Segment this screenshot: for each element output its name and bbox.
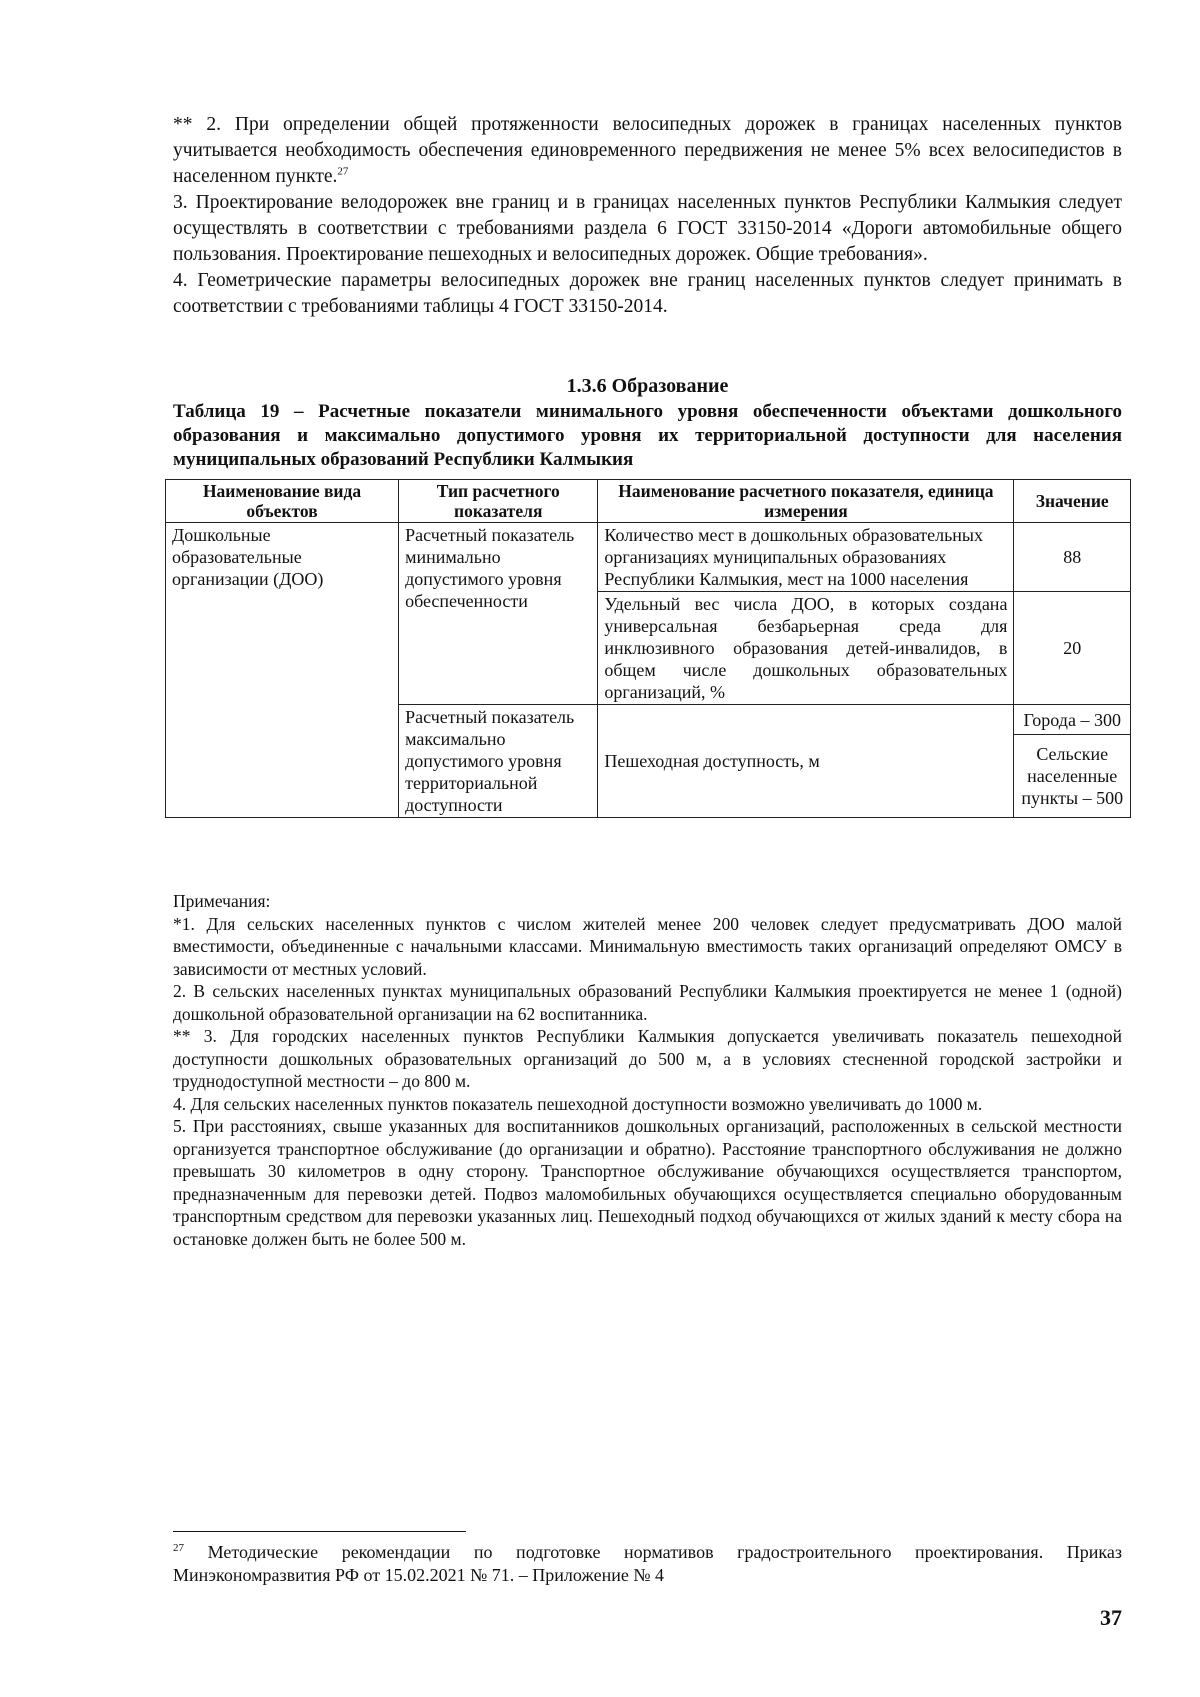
- note-item: 2. В сельских населенных пунктах муниципальных образований Республики Калмыкия проектируется не менее 1 (одной) дошкольной образовательной организации на 62 воспитанника.: [173, 981, 1122, 1024]
- header-object-type: Наименование вида объектов: [166, 480, 399, 523]
- header-indicator-name: Наименование расчетного показателя, единица измерения: [598, 480, 1014, 523]
- footnote-text: Методические рекомендации по подготовке нормативов градостроительного проектирования. Приказ Минэкономразвития РФ от 15.02.2021 № 71. – Приложение № 4: [173, 1542, 1122, 1585]
- cell-indicator-share: Удельный вес числа ДОО, в которых создана универсальная безбарьерная среда для инклюзивного образования детей-инвалидов, в общем числе дошкольных образовательных организаций, %: [598, 592, 1014, 705]
- footnote-number: 27: [173, 1542, 184, 1554]
- table-row: [166, 523, 1131, 592]
- table-caption: Таблица 19 – Расчетные показатели минимального уровня обеспеченности объектами дошкольного образования и максимально допустимого уровня их территориальной доступности для населения муниципальных образований Республики Калмыкия: [173, 401, 1122, 470]
- cell-indicator-places: Количество мест в дошкольных образовательных организациях муниципальных образованиях Республики Калмыкия, мест на 1000 населения: [598, 523, 1014, 592]
- norm-table: [165, 479, 1131, 818]
- notes: [173, 890, 1122, 1250]
- intro-paragraph-bicycle-length: ** 2. При определении общей протяженности велосипедных дорожек в границах населенных пунктов учитывается необходимость обеспечения единовременного передвижения не менее 5% всех велосипедистов в населенном пункте.$^{27}$: [173, 114, 1122, 187]
- intro-paragraph-geometry: 4. Геометрические параметры велосипедных дорожек вне границ населенных пунктов следует принимать в соответствии с требованиями таблицы 4 ГОСТ 33150-2014.: [173, 270, 1122, 317]
- note-item: 4. Для сельских населенных пунктов показатель пешеходной доступности возможно увеличивать до 1000 м.: [173, 1093, 983, 1114]
- cell-value-share: 20: [1014, 592, 1131, 705]
- cell-value-rural: Сельские населенные пункты – 500: [1014, 735, 1131, 818]
- table-header-row: [166, 480, 1131, 523]
- footnote-divider: [173, 1531, 466, 1532]
- note-item: ** 3. Для городских населенных пунктов Республики Калмыкия допускается увеличивать показатель пешеходной доступности дошкольных образовательных организаций до 500 м, а в условиях стесненной городской застройки и труднодоступной местности – до 800 м.: [173, 1026, 1122, 1091]
- note-item: *1. Для сельских населенных пунктов с числом жителей менее 200 человек следует предусматривать ДОО малой вместимости, объединенные с начальными классами. Минимальную вместимость таких организаций определяют ОМСУ в зависимости от местных условий.: [173, 913, 1122, 979]
- note-item: 5. При расстояниях, свыше указанных для воспитанников дошкольных организаций, расположенных в сельской местности организуется транспортное обслуживание (до организации и обратно). Расстояние транспортного обслуживания не должно превышать 30 километров в одну сторону. Транспортное обслуживание обучающихся осуществляется транспортом, предназначенным для перевозки детей. Подвоз маломобильных обучающихся осуществляется специально оборудованным транспортным средством для перевозки указанных лиц. Пешеходный подход обучающихся от жилых зданий к месту сбора на остановке должен быть не более 500 м.: [173, 1116, 1122, 1249]
- notes-heading: Примечания:: [173, 891, 271, 911]
- page-number: 37: [1100, 1605, 1122, 1630]
- header-value: Значение: [1014, 480, 1131, 523]
- cell-object-type: Дошкольные образовательные организации (ДОО): [166, 523, 399, 818]
- cell-value-places: 88: [1014, 523, 1131, 592]
- cell-value-cities: Города – 300: [1014, 705, 1131, 735]
- footnote: [173, 1541, 1122, 1587]
- footnote-ref[interactable]: 27: [337, 165, 349, 178]
- cell-type-min: Расчетный показатель минимально допустимого уровня обеспеченности: [399, 523, 598, 705]
- cell-type-max: Расчетный показатель максимально допустимого уровня территориальной доступности: [399, 705, 598, 818]
- header-indicator-type: Тип расчетного показателя: [399, 480, 598, 523]
- intro-paragraph-design: 3. Проектирование велодорожек вне границ и в границах населенных пунктов Республики Калмыкия следует осуществлять в соответствии с требованиями раздела 6 ГОСТ 33150-2014 «Дороги автомобильные общего пользования. Проектирование пешеходных и велосипедных дорожек. Общие требования».: [173, 192, 1122, 265]
- section-title: 1.3.6 Образование: [566, 375, 729, 397]
- intro-paragraphs: [173, 112, 1122, 320]
- cell-indicator-walk: Пешеходная доступность, м: [598, 705, 1014, 818]
